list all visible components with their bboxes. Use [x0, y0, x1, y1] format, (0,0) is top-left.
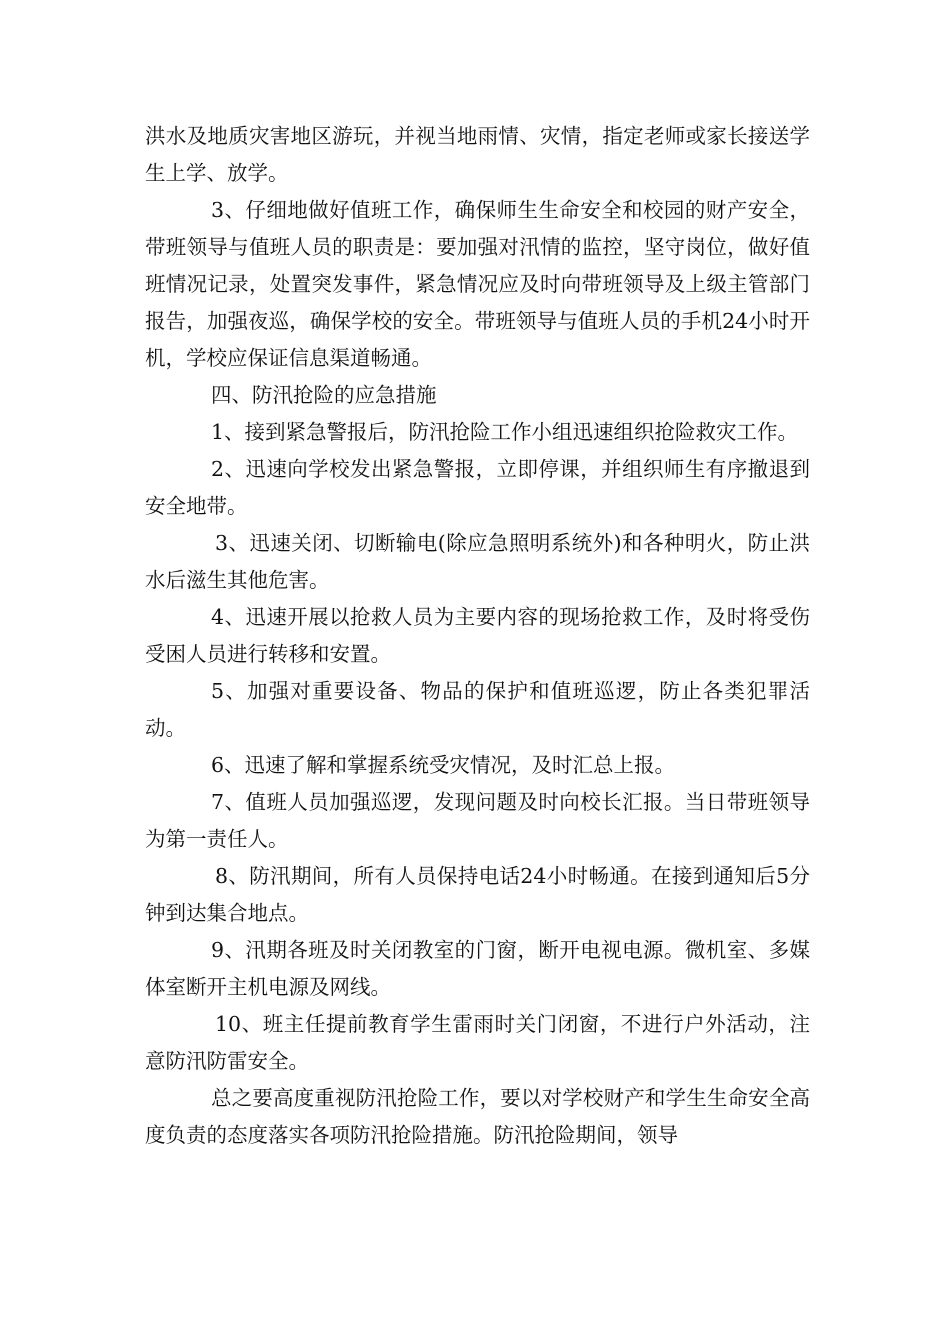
paragraph-continuation: 洪水及地质灾害地区游玩，并视当地雨情、灾情，指定老师或家长接送学生上学、放学。: [145, 124, 810, 185]
list-item-3: 3、迅速关闭、切断输电(除应急照明系统外)和各种明火，防止洪水后滋生其他危害。: [145, 531, 810, 592]
section-heading-emergency-measures: 四、防汛抢险的应急措施: [211, 383, 437, 407]
list-item-2: 2、迅速向学校发出紧急警报，立即停课，并组织师生有序撤退到安全地带。: [145, 457, 810, 518]
list-item-5: 5、加强对重要设备、物品的保护和值班巡逻，防止各类犯罪活动。: [145, 679, 810, 740]
list-item-10: 10、班主任提前教育学生雷雨时关门闭窗，不进行户外活动，注意防汛防雷安全。: [145, 1012, 810, 1073]
paragraph-duty-item-3: 3、仔细地做好值班工作，确保师生生命安全和校园的财产安全，带班领导与值班人员的职责是：要加强对汛情的监控，坚守岗位，做好值班情况记录，处置突发事件，紧急情况应及时向带班领导及上级主管部门报告，加强夜巡，确保学校的安全。带班领导与值班人员的手机24小时开机，学校应保证信息渠道畅通。: [145, 198, 810, 370]
document-body: [145, 118, 810, 1154]
list-item-7: 7、值班人员加强巡逻，发现问题及时向校长汇报。当日带班领导为第一责任人。: [145, 790, 810, 851]
paragraph-summary: 总之要高度重视防汛抢险工作，要以对学校财产和学生生命安全高度负责的态度落实各项防汛抢险措施。防汛抢险期间，领导: [145, 1086, 810, 1147]
list-item-1: 1、接到紧急警报后，防汛抢险工作小组迅速组织抢险救灾工作。: [211, 420, 799, 444]
list-item-8: 8、防汛期间，所有人员保持电话24小时畅通。在接到通知后5分钟到达集合地点。: [145, 864, 810, 925]
list-item-9: 9、汛期各班及时关闭教室的门窗，断开电视电源。微机室、多媒体室断开主机电源及网线。: [145, 938, 810, 999]
list-item-4: 4、迅速开展以抢救人员为主要内容的现场抢救工作，及时将受伤受困人员进行转移和安置。: [145, 605, 810, 666]
list-item-6: 6、迅速了解和掌握系统受灾情况，及时汇总上报。: [211, 753, 676, 777]
